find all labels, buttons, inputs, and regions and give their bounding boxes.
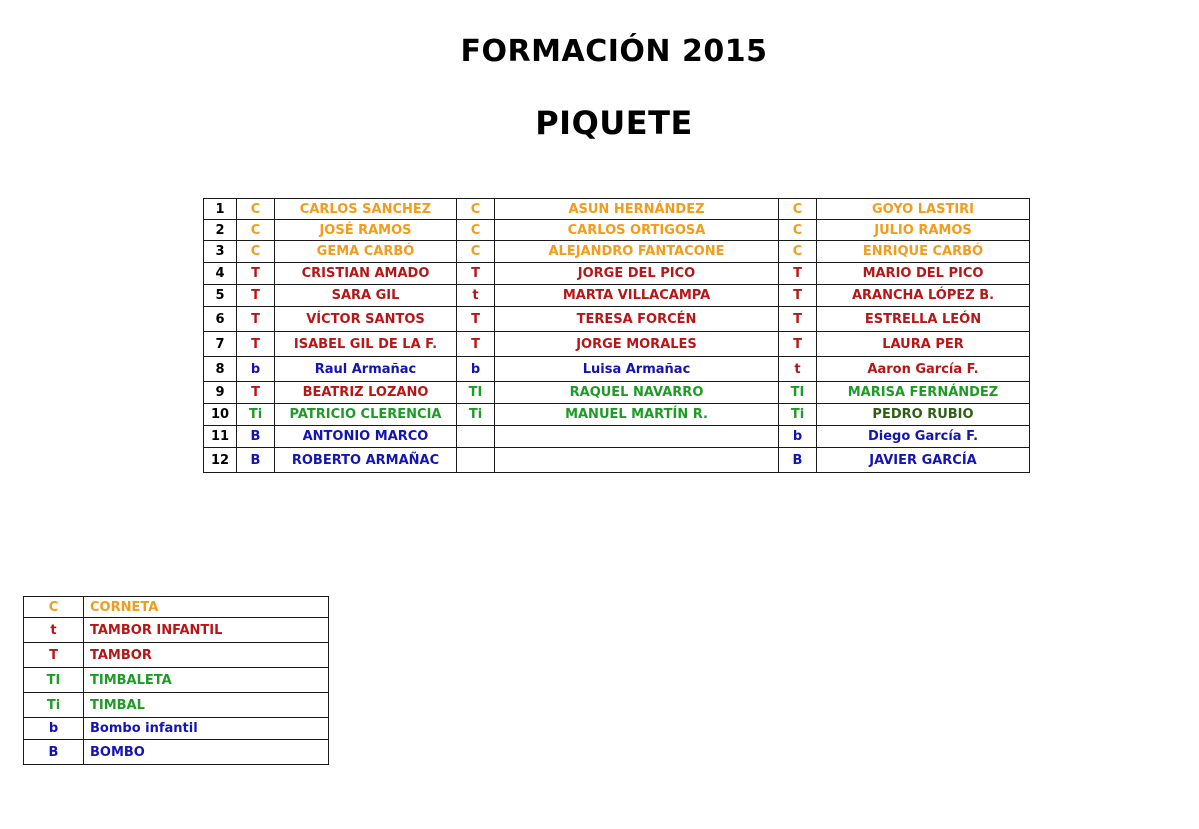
table-row — [204, 448, 1030, 473]
legend-row — [24, 597, 329, 618]
instrument-code: Ti — [457, 404, 495, 426]
instrument-code: C — [779, 241, 817, 263]
instrument-code: T — [457, 332, 495, 357]
legend-code: b — [24, 718, 84, 740]
table-row — [204, 357, 1030, 382]
member-name: ANTONIO MARCO — [275, 426, 457, 448]
instrument-code: T — [779, 285, 817, 307]
instrument-code: Ti — [779, 404, 817, 426]
instrument-code: C — [779, 199, 817, 220]
member-name: LAURA PER — [817, 332, 1030, 357]
instrument-code — [457, 448, 495, 473]
instrument-code: T — [457, 263, 495, 285]
member-name: JAVIER GARCÍA — [817, 448, 1030, 473]
row-number: 7 — [204, 332, 237, 357]
member-name: Raul Armañac — [275, 357, 457, 382]
instrument-code: TI — [457, 382, 495, 404]
instrument-code: C — [237, 220, 275, 241]
row-number: 12 — [204, 448, 237, 473]
instrument-code: T — [779, 263, 817, 285]
legend-code: C — [24, 597, 84, 618]
table-row — [204, 404, 1030, 426]
row-number: 5 — [204, 285, 237, 307]
instrument-code: TI — [779, 382, 817, 404]
row-number: 6 — [204, 307, 237, 332]
page-title: FORMACIÓN 2015 — [460, 34, 768, 69]
instrument-code: t — [779, 357, 817, 382]
instrument-code: T — [237, 307, 275, 332]
row-number: 1 — [204, 199, 237, 220]
member-name: GOYO LASTIRI — [817, 199, 1030, 220]
legend-label: CORNETA — [84, 597, 329, 618]
member-name: ASUN HERNÁNDEZ — [495, 199, 779, 220]
member-name: JULIO RAMOS — [817, 220, 1030, 241]
member-name: JOSÉ RAMOS — [275, 220, 457, 241]
legend-row — [24, 740, 329, 765]
row-number: 2 — [204, 220, 237, 241]
member-name: MARIO DEL PICO — [817, 263, 1030, 285]
row-number: 11 — [204, 426, 237, 448]
instrument-code: T — [779, 332, 817, 357]
table-row — [204, 220, 1030, 241]
instrument-code: B — [779, 448, 817, 473]
member-name: Luisa Armañac — [495, 357, 779, 382]
member-name — [495, 448, 779, 473]
member-name: MARTA VILLACAMPA — [495, 285, 779, 307]
row-number: 3 — [204, 241, 237, 263]
member-name: ROBERTO ARMAÑAC — [275, 448, 457, 473]
legend-row — [24, 718, 329, 740]
member-name: PATRICIO CLERENCIA — [275, 404, 457, 426]
member-name: CARLOS SANCHEZ — [275, 199, 457, 220]
member-name: JORGE MORALES — [495, 332, 779, 357]
table-row — [204, 263, 1030, 285]
member-name — [495, 426, 779, 448]
member-name: CARLOS ORTIGOSA — [495, 220, 779, 241]
member-name: ARANCHA LÓPEZ B. — [817, 285, 1030, 307]
instrument-code: B — [237, 426, 275, 448]
instrument-code: C — [237, 241, 275, 263]
legend-label: TIMBAL — [84, 693, 329, 718]
member-name: SARA GIL — [275, 285, 457, 307]
legend-code: T — [24, 643, 84, 668]
member-name: BEATRIZ LOZANO — [275, 382, 457, 404]
legend-code: TI — [24, 668, 84, 693]
row-number: 9 — [204, 382, 237, 404]
legend-label: BOMBO — [84, 740, 329, 765]
legend-row — [24, 643, 329, 668]
legend-code: Ti — [24, 693, 84, 718]
instrument-code: b — [457, 357, 495, 382]
instrument-code: C — [457, 199, 495, 220]
instrument-code: T — [779, 307, 817, 332]
instrument-code: T — [237, 285, 275, 307]
instrument-code: C — [237, 199, 275, 220]
legend-table — [23, 596, 329, 765]
instrument-code: B — [237, 448, 275, 473]
member-name: MANUEL MARTÍN R. — [495, 404, 779, 426]
member-name: CRISTIAN AMADO — [275, 263, 457, 285]
member-name: Diego García F. — [817, 426, 1030, 448]
table-row — [204, 382, 1030, 404]
member-name: ISABEL GIL DE LA F. — [275, 332, 457, 357]
table-row — [204, 332, 1030, 357]
legend-code: t — [24, 618, 84, 643]
legend-label: Bombo infantil — [84, 718, 329, 740]
member-name: Aaron García F. — [817, 357, 1030, 382]
member-name: ENRIQUE CARBÓ — [817, 241, 1030, 263]
row-number: 8 — [204, 357, 237, 382]
legend-label: TAMBOR INFANTIL — [84, 618, 329, 643]
member-name: TERESA FORCÉN — [495, 307, 779, 332]
legend-label: TAMBOR — [84, 643, 329, 668]
member-name: MARISA FERNÁNDEZ — [817, 382, 1030, 404]
table-row — [204, 307, 1030, 332]
legend-label: TIMBALETA — [84, 668, 329, 693]
instrument-code: C — [779, 220, 817, 241]
row-number: 4 — [204, 263, 237, 285]
legend-row — [24, 668, 329, 693]
legend-row — [24, 618, 329, 643]
instrument-code: T — [457, 307, 495, 332]
instrument-code: T — [237, 382, 275, 404]
instrument-code: T — [237, 332, 275, 357]
instrument-code: T — [237, 263, 275, 285]
member-name: PEDRO RUBIO — [817, 404, 1030, 426]
member-name: ALEJANDRO FANTACONE — [495, 241, 779, 263]
instrument-code: b — [237, 357, 275, 382]
instrument-code: t — [457, 285, 495, 307]
instrument-code: C — [457, 241, 495, 263]
member-name: ESTRELLA LEÓN — [817, 307, 1030, 332]
row-number: 10 — [204, 404, 237, 426]
page-subtitle: PIQUETE — [535, 104, 693, 142]
member-name: RAQUEL NAVARRO — [495, 382, 779, 404]
member-name: JORGE DEL PICO — [495, 263, 779, 285]
instrument-code: C — [457, 220, 495, 241]
instrument-code: b — [779, 426, 817, 448]
instrument-code — [457, 426, 495, 448]
table-row — [204, 199, 1030, 220]
table-row — [204, 285, 1030, 307]
table-row — [204, 426, 1030, 448]
legend-row — [24, 693, 329, 718]
member-name: GEMA CARBÓ — [275, 241, 457, 263]
legend-code: B — [24, 740, 84, 765]
member-name: VÍCTOR SANTOS — [275, 307, 457, 332]
table-row — [204, 241, 1030, 263]
formation-table — [203, 198, 1030, 473]
instrument-code: Ti — [237, 404, 275, 426]
